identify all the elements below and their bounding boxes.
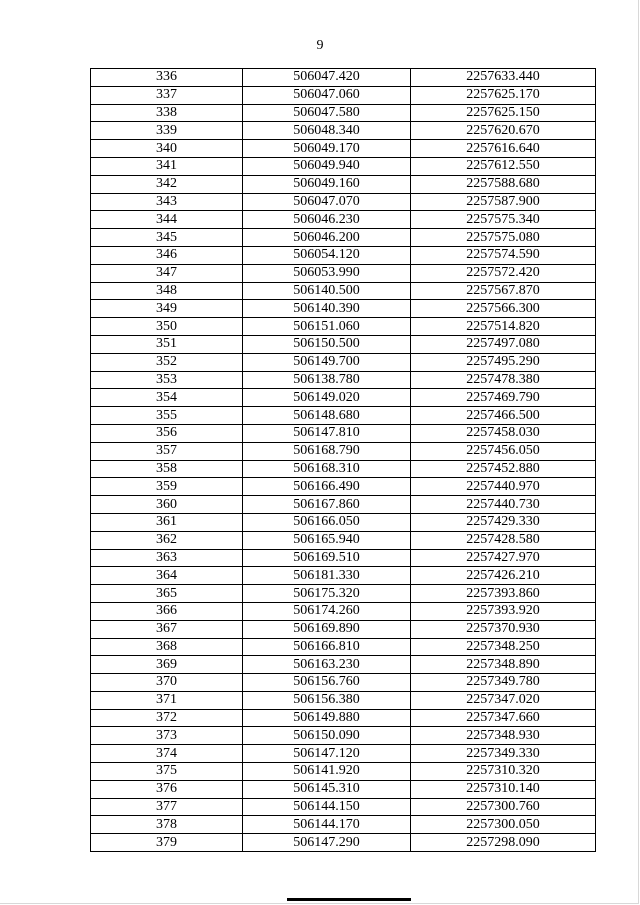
x-coordinate-cell: 506149.880 <box>243 709 411 727</box>
table-row <box>91 246 596 264</box>
point-number-cell: 338 <box>91 104 243 122</box>
coordinates-table <box>90 68 596 852</box>
point-number-cell: 362 <box>91 531 243 549</box>
point-number-cell: 363 <box>91 549 243 567</box>
point-number-cell: 336 <box>91 69 243 87</box>
table-row <box>91 567 596 585</box>
y-coordinate-cell: 2257478.380 <box>411 371 596 389</box>
table-row <box>91 763 596 781</box>
y-coordinate-cell: 2257300.760 <box>411 798 596 816</box>
point-number-cell: 374 <box>91 745 243 763</box>
table-row <box>91 86 596 104</box>
y-coordinate-cell: 2257393.920 <box>411 602 596 620</box>
table-row <box>91 656 596 674</box>
table-row <box>91 371 596 389</box>
y-coordinate-cell: 2257310.140 <box>411 780 596 798</box>
x-coordinate-cell: 506156.760 <box>243 674 411 692</box>
y-coordinate-cell: 2257587.900 <box>411 193 596 211</box>
y-coordinate-cell: 2257456.050 <box>411 442 596 460</box>
y-coordinate-cell: 2257348.890 <box>411 656 596 674</box>
point-number-cell: 377 <box>91 798 243 816</box>
table-row <box>91 264 596 282</box>
x-coordinate-cell: 506047.420 <box>243 69 411 87</box>
y-coordinate-cell: 2257612.550 <box>411 157 596 175</box>
table-row <box>91 229 596 247</box>
x-coordinate-cell: 506150.500 <box>243 335 411 353</box>
y-coordinate-cell: 2257616.640 <box>411 140 596 158</box>
point-number-cell: 358 <box>91 460 243 478</box>
y-coordinate-cell: 2257427.970 <box>411 549 596 567</box>
x-coordinate-cell: 506167.860 <box>243 496 411 514</box>
point-number-cell: 364 <box>91 567 243 585</box>
x-coordinate-cell: 506165.940 <box>243 531 411 549</box>
table-row <box>91 798 596 816</box>
x-coordinate-cell: 506174.260 <box>243 602 411 620</box>
table-row <box>91 335 596 353</box>
point-number-cell: 371 <box>91 691 243 709</box>
point-number-cell: 360 <box>91 496 243 514</box>
point-number-cell: 353 <box>91 371 243 389</box>
x-coordinate-cell: 506166.050 <box>243 513 411 531</box>
x-coordinate-cell: 506138.780 <box>243 371 411 389</box>
table-row <box>91 69 596 87</box>
point-number-cell: 349 <box>91 300 243 318</box>
point-number-cell: 339 <box>91 122 243 140</box>
point-number-cell: 368 <box>91 638 243 656</box>
point-number-cell: 346 <box>91 246 243 264</box>
point-number-cell: 370 <box>91 674 243 692</box>
point-number-cell: 354 <box>91 389 243 407</box>
table-row <box>91 638 596 656</box>
point-number-cell: 345 <box>91 229 243 247</box>
y-coordinate-cell: 2257347.660 <box>411 709 596 727</box>
y-coordinate-cell: 2257633.440 <box>411 69 596 87</box>
x-coordinate-cell: 506168.310 <box>243 460 411 478</box>
x-coordinate-cell: 506140.500 <box>243 282 411 300</box>
table-row <box>91 478 596 496</box>
point-number-cell: 337 <box>91 86 243 104</box>
point-number-cell: 372 <box>91 709 243 727</box>
point-number-cell: 378 <box>91 816 243 834</box>
x-coordinate-cell: 506150.090 <box>243 727 411 745</box>
x-coordinate-cell: 506140.390 <box>243 300 411 318</box>
y-coordinate-cell: 2257575.340 <box>411 211 596 229</box>
table-row <box>91 585 596 603</box>
x-coordinate-cell: 506047.580 <box>243 104 411 122</box>
x-coordinate-cell: 506145.310 <box>243 780 411 798</box>
table-row <box>91 300 596 318</box>
point-number-cell: 348 <box>91 282 243 300</box>
table-row <box>91 211 596 229</box>
x-coordinate-cell: 506168.790 <box>243 442 411 460</box>
y-coordinate-cell: 2257440.970 <box>411 478 596 496</box>
y-coordinate-cell: 2257370.930 <box>411 620 596 638</box>
x-coordinate-cell: 506166.810 <box>243 638 411 656</box>
table-row <box>91 745 596 763</box>
table-row <box>91 460 596 478</box>
point-number-cell: 359 <box>91 478 243 496</box>
coordinates-table-body <box>91 69 596 852</box>
table-row <box>91 122 596 140</box>
point-number-cell: 355 <box>91 407 243 425</box>
y-coordinate-cell: 2257495.290 <box>411 353 596 371</box>
bottom-rule <box>287 898 411 901</box>
point-number-cell: 342 <box>91 175 243 193</box>
table-row <box>91 549 596 567</box>
table-row <box>91 496 596 514</box>
table-row <box>91 602 596 620</box>
y-coordinate-cell: 2257440.730 <box>411 496 596 514</box>
y-coordinate-cell: 2257620.670 <box>411 122 596 140</box>
point-number-cell: 340 <box>91 140 243 158</box>
point-number-cell: 379 <box>91 834 243 852</box>
y-coordinate-cell: 2257429.330 <box>411 513 596 531</box>
y-coordinate-cell: 2257514.820 <box>411 318 596 336</box>
table-row <box>91 513 596 531</box>
point-number-cell: 365 <box>91 585 243 603</box>
table-row <box>91 674 596 692</box>
point-number-cell: 367 <box>91 620 243 638</box>
y-coordinate-cell: 2257625.150 <box>411 104 596 122</box>
table-row <box>91 318 596 336</box>
table-row <box>91 691 596 709</box>
x-coordinate-cell: 506147.290 <box>243 834 411 852</box>
table-row <box>91 709 596 727</box>
x-coordinate-cell: 506148.680 <box>243 407 411 425</box>
x-coordinate-cell: 506049.940 <box>243 157 411 175</box>
y-coordinate-cell: 2257393.860 <box>411 585 596 603</box>
point-number-cell: 344 <box>91 211 243 229</box>
y-coordinate-cell: 2257300.050 <box>411 816 596 834</box>
point-number-cell: 341 <box>91 157 243 175</box>
x-coordinate-cell: 506166.490 <box>243 478 411 496</box>
x-coordinate-cell: 506141.920 <box>243 763 411 781</box>
x-coordinate-cell: 506054.120 <box>243 246 411 264</box>
y-coordinate-cell: 2257348.930 <box>411 727 596 745</box>
point-number-cell: 350 <box>91 318 243 336</box>
table-row <box>91 407 596 425</box>
x-coordinate-cell: 506151.060 <box>243 318 411 336</box>
y-coordinate-cell: 2257497.080 <box>411 335 596 353</box>
table-row <box>91 424 596 442</box>
x-coordinate-cell: 506175.320 <box>243 585 411 603</box>
y-coordinate-cell: 2257575.080 <box>411 229 596 247</box>
table-row <box>91 727 596 745</box>
page-number: 9 <box>316 38 324 53</box>
point-number-cell: 376 <box>91 780 243 798</box>
x-coordinate-cell: 506169.510 <box>243 549 411 567</box>
table-row <box>91 282 596 300</box>
y-coordinate-cell: 2257469.790 <box>411 389 596 407</box>
y-coordinate-cell: 2257428.580 <box>411 531 596 549</box>
x-coordinate-cell: 506053.990 <box>243 264 411 282</box>
x-coordinate-cell: 506163.230 <box>243 656 411 674</box>
table-row <box>91 531 596 549</box>
table-row <box>91 780 596 798</box>
table-row <box>91 140 596 158</box>
table-row <box>91 834 596 852</box>
point-number-cell: 375 <box>91 763 243 781</box>
y-coordinate-cell: 2257567.870 <box>411 282 596 300</box>
y-coordinate-cell: 2257349.330 <box>411 745 596 763</box>
table-row <box>91 104 596 122</box>
point-number-cell: 369 <box>91 656 243 674</box>
table-row <box>91 175 596 193</box>
x-coordinate-cell: 506147.120 <box>243 745 411 763</box>
y-coordinate-cell: 2257572.420 <box>411 264 596 282</box>
y-coordinate-cell: 2257566.300 <box>411 300 596 318</box>
y-coordinate-cell: 2257348.250 <box>411 638 596 656</box>
x-coordinate-cell: 506144.150 <box>243 798 411 816</box>
x-coordinate-cell: 506048.340 <box>243 122 411 140</box>
x-coordinate-cell: 506169.890 <box>243 620 411 638</box>
y-coordinate-cell: 2257310.320 <box>411 763 596 781</box>
point-number-cell: 357 <box>91 442 243 460</box>
y-coordinate-cell: 2257625.170 <box>411 86 596 104</box>
x-coordinate-cell: 506156.380 <box>243 691 411 709</box>
x-coordinate-cell: 506046.200 <box>243 229 411 247</box>
table-row <box>91 389 596 407</box>
y-coordinate-cell: 2257347.020 <box>411 691 596 709</box>
x-coordinate-cell: 506047.070 <box>243 193 411 211</box>
point-number-cell: 356 <box>91 424 243 442</box>
x-coordinate-cell: 506144.170 <box>243 816 411 834</box>
table-row <box>91 193 596 211</box>
y-coordinate-cell: 2257452.880 <box>411 460 596 478</box>
y-coordinate-cell: 2257588.680 <box>411 175 596 193</box>
x-coordinate-cell: 506149.020 <box>243 389 411 407</box>
y-coordinate-cell: 2257426.210 <box>411 567 596 585</box>
table-row <box>91 620 596 638</box>
table-row <box>91 353 596 371</box>
y-coordinate-cell: 2257298.090 <box>411 834 596 852</box>
x-coordinate-cell: 506049.170 <box>243 140 411 158</box>
table-row <box>91 442 596 460</box>
x-coordinate-cell: 506149.700 <box>243 353 411 371</box>
y-coordinate-cell: 2257466.500 <box>411 407 596 425</box>
point-number-cell: 351 <box>91 335 243 353</box>
x-coordinate-cell: 506181.330 <box>243 567 411 585</box>
x-coordinate-cell: 506046.230 <box>243 211 411 229</box>
y-coordinate-cell: 2257574.590 <box>411 246 596 264</box>
point-number-cell: 361 <box>91 513 243 531</box>
y-coordinate-cell: 2257349.780 <box>411 674 596 692</box>
point-number-cell: 373 <box>91 727 243 745</box>
x-coordinate-cell: 506147.810 <box>243 424 411 442</box>
point-number-cell: 366 <box>91 602 243 620</box>
point-number-cell: 352 <box>91 353 243 371</box>
y-coordinate-cell: 2257458.030 <box>411 424 596 442</box>
table-row <box>91 157 596 175</box>
point-number-cell: 347 <box>91 264 243 282</box>
table-row <box>91 816 596 834</box>
x-coordinate-cell: 506047.060 <box>243 86 411 104</box>
x-coordinate-cell: 506049.160 <box>243 175 411 193</box>
point-number-cell: 343 <box>91 193 243 211</box>
